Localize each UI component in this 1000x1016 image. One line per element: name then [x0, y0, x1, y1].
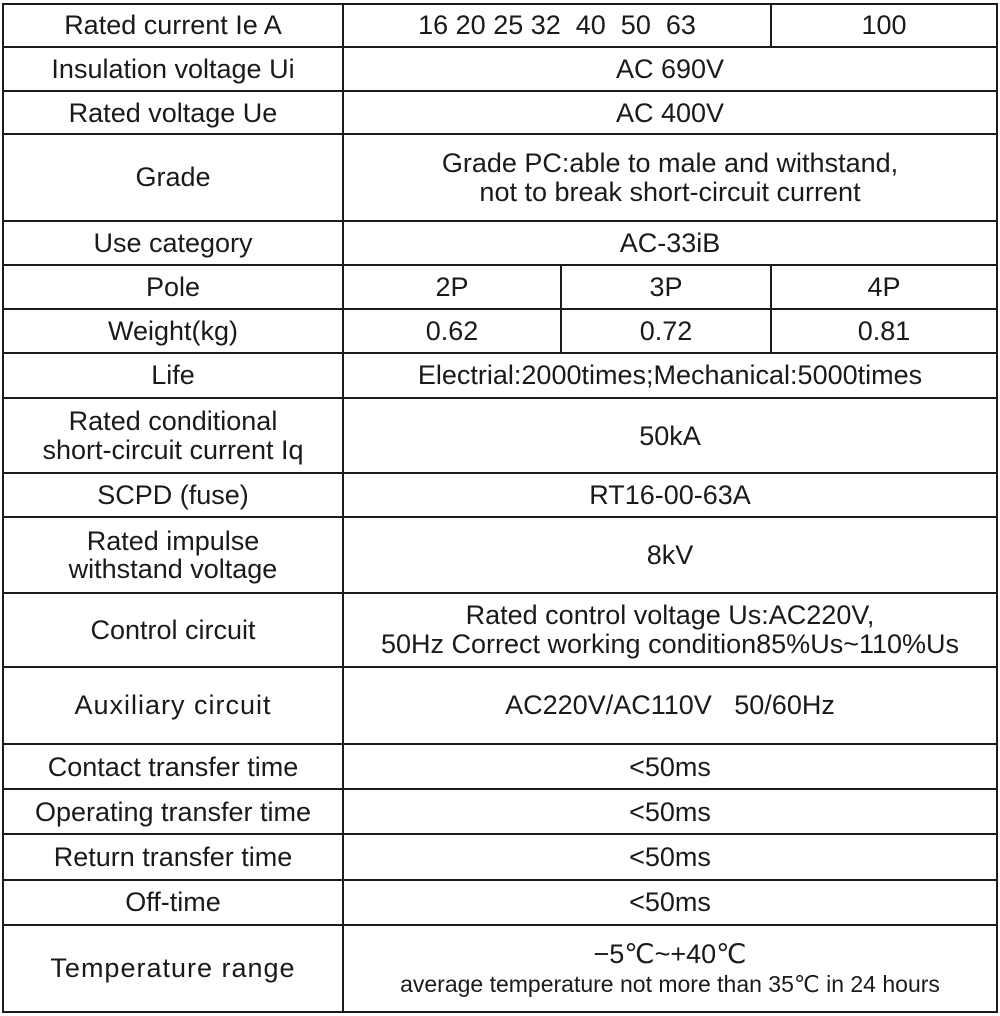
conditional-current-label-line1: Rated conditional	[68, 406, 278, 437]
operating-transfer-value: <50ms	[343, 789, 997, 834]
row-control-circuit	[3, 593, 997, 667]
row-life	[3, 353, 997, 398]
conditional-current-label	[3, 398, 343, 473]
weight-label: Weight(kg)	[3, 309, 343, 353]
impulse-voltage-value: 8kV	[343, 517, 997, 592]
row-return-transfer	[3, 834, 997, 879]
rated-current-label: Rated current Ie A	[3, 4, 343, 47]
scpd-label: SCPD (fuse)	[3, 473, 343, 517]
grade-value-line2: not to break short-circuit current	[479, 176, 861, 207]
impulse-voltage-label-line2: withstand voltage	[68, 554, 278, 585]
row-pole	[3, 265, 997, 309]
grade-label: Grade	[3, 134, 343, 220]
row-weight	[3, 309, 997, 353]
impulse-voltage-label	[3, 517, 343, 592]
contact-transfer-value: <50ms	[343, 744, 997, 789]
life-label: Life	[3, 353, 343, 398]
row-auxiliary-circuit	[3, 667, 997, 744]
row-off-time	[3, 880, 997, 925]
row-rated-current	[3, 4, 997, 47]
row-grade	[3, 134, 997, 220]
impulse-voltage-label-line1: Rated impulse	[86, 525, 260, 556]
row-rated-voltage	[3, 91, 997, 134]
weight-2p: 0.62	[343, 309, 561, 353]
temperature-value	[343, 925, 997, 1012]
conditional-current-label-line2: short-circuit current Iq	[42, 434, 304, 465]
rated-current-values: 16 20 25 32 40 50 63	[343, 4, 771, 47]
temperature-value-line2: average temperature not more than 35℃ in 24 hours	[400, 971, 940, 998]
grade-value	[343, 134, 997, 220]
rated-voltage-value: AC 400V	[343, 91, 997, 134]
control-circuit-label: Control circuit	[3, 593, 343, 667]
control-circuit-value-line1: Rated control voltage Us:AC220V,	[465, 600, 875, 631]
scpd-value: RT16-00-63A	[343, 473, 997, 517]
weight-4p: 0.81	[771, 309, 997, 353]
rated-voltage-label: Rated voltage Ue	[3, 91, 343, 134]
temperature-label: Temperature range	[3, 925, 343, 1012]
pole-4p: 4P	[771, 265, 997, 309]
off-time-label: Off-time	[3, 880, 343, 925]
insulation-voltage-value: AC 690V	[343, 47, 997, 91]
weight-3p: 0.72	[561, 309, 771, 353]
pole-3p: 3P	[561, 265, 771, 309]
conditional-current-value: 50kA	[343, 398, 997, 473]
return-transfer-label: Return transfer time	[3, 834, 343, 879]
insulation-voltage-label: Insulation voltage Ui	[3, 47, 343, 91]
pole-2p: 2P	[343, 265, 561, 309]
row-use-category	[3, 221, 997, 265]
control-circuit-value-line2: 50Hz Correct working condition85%Us~110%Us	[380, 628, 960, 659]
pole-label: Pole	[3, 265, 343, 309]
row-impulse-voltage	[3, 517, 997, 592]
row-temperature	[3, 925, 997, 1012]
temperature-value-line1: −5℃~+40℃	[593, 939, 747, 970]
operating-transfer-label: Operating transfer time	[3, 789, 343, 834]
row-scpd	[3, 473, 997, 517]
row-contact-transfer	[3, 744, 997, 789]
row-operating-transfer	[3, 789, 997, 834]
row-insulation-voltage	[3, 47, 997, 91]
contact-transfer-label: Contact transfer time	[3, 744, 343, 789]
rated-current-100: 100	[771, 4, 997, 47]
life-value: Electrial:2000times;Mechanical:5000times	[343, 353, 997, 398]
off-time-value: <50ms	[343, 880, 997, 925]
use-category-value: AC-33iB	[343, 221, 997, 265]
return-transfer-value: <50ms	[343, 834, 997, 879]
control-circuit-value	[343, 593, 997, 667]
row-conditional-current	[3, 398, 997, 473]
auxiliary-circuit-value: AC220V/AC110V 50/60Hz	[343, 667, 997, 744]
specification-table	[2, 3, 998, 1013]
use-category-label: Use category	[3, 221, 343, 265]
auxiliary-circuit-label: Auxiliary circuit	[3, 667, 343, 744]
grade-value-line1: Grade PC:able to male and withstand,	[441, 148, 899, 179]
